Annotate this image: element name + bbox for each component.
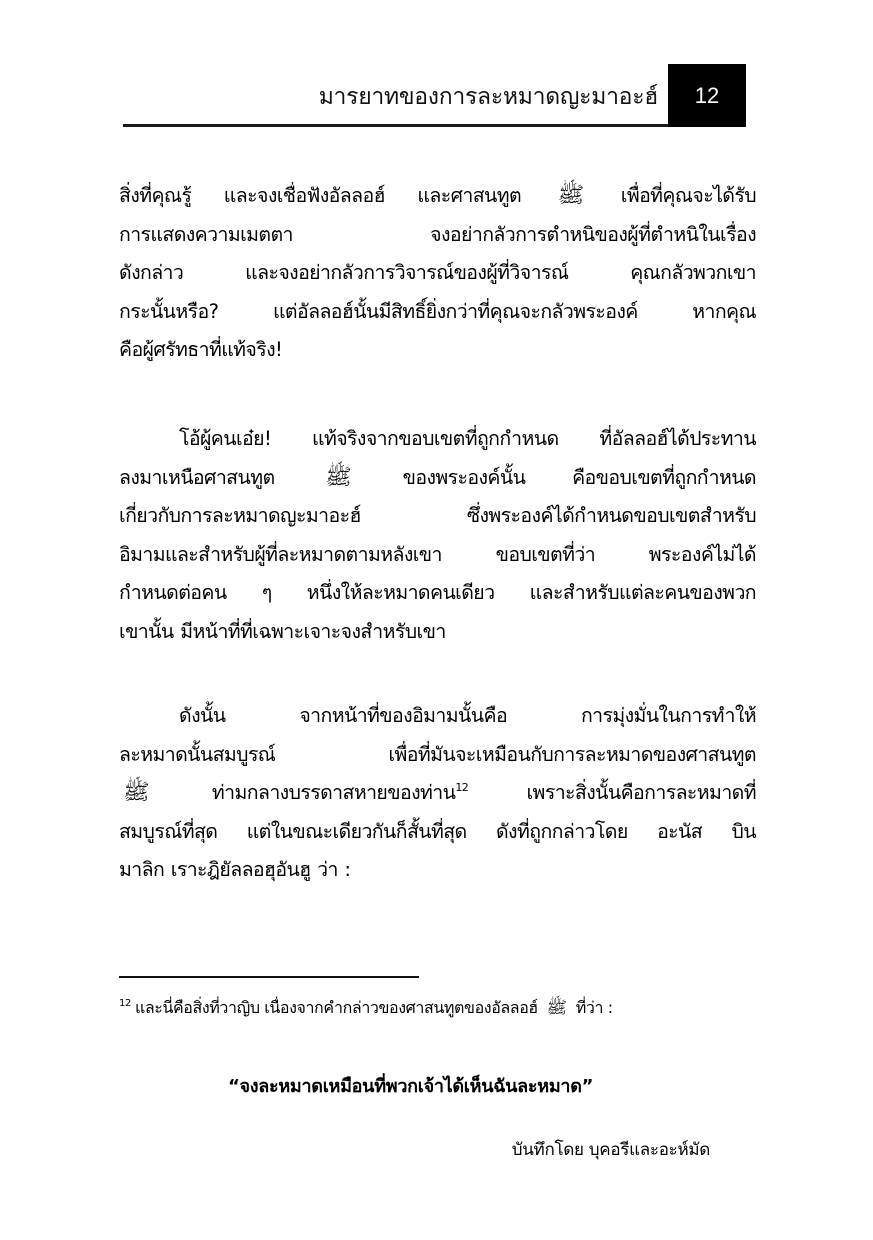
text-line xyxy=(119,774,756,813)
header-rule xyxy=(123,124,671,127)
hadith-quote: “จงละหมาดเหมือนที่พวกเจ้าได้เห็นฉันละหมาด” xyxy=(228,1076,594,1097)
text-line: คือผู้ศรัทธาที่แท้จริง! xyxy=(119,338,283,361)
footnote-text-pre: และนี่คือสิ่งที่วาญิบ เนื่องจากคำกล่าวของศาสนทูตของอัลลอฮ์ xyxy=(134,998,538,1017)
page-number: 12 xyxy=(694,82,720,108)
text-line: มาลิก เราะฎิยัลลอฮุอันฮู ว่า : xyxy=(119,858,351,881)
paragraph-3 xyxy=(119,697,756,890)
text-line: ดังกล่าว และจงอย่ากลัวการวิจารณ์ของผู้ที่วิจารณ์ คุณกลัวพวกเขา xyxy=(119,261,756,284)
text-line: กระนั้นหรือ? แต่อัลลอฮ์นั้นมีสิทธิ์ยิ่งกว่าที่คุณจะกลัวพระองค์ หากคุณ xyxy=(119,299,756,323)
text-segment: เพราะสิ่งนั้นคือการละหมาดที่ xyxy=(468,781,756,804)
text-segment: ของพระองค์นั้น คือขอบเขตที่ถูกกำหนด xyxy=(402,465,756,489)
honorific-pbuh-icon: ﷺ xyxy=(557,183,585,208)
footnote-text-post: ที่ว่า : xyxy=(575,998,613,1017)
text-line: สมบูรณ์ที่สุด แต่ในขณะเดียวกันก็สั้นที่สุด ดังที่ถูกกล่าวโดย อะนัส บิน xyxy=(119,819,756,843)
text-line: การแสดงความเมตตา จงอย่ากลัวการตำหนิของผู้ที่ตำหนิในเรื่อง xyxy=(119,222,756,246)
hadith-attribution: บันทึกโดย บุคอรีและอะห์มัด xyxy=(511,1140,710,1160)
text-segment: สิ่งที่คุณรู้ และจงเชื่อฟังอัลลอฮ์ และศาสนทูต xyxy=(119,184,522,207)
text-segment: ลงมาเหนือศาสนทูต xyxy=(119,465,275,489)
honorific-pbuh-icon: ﷺ xyxy=(325,464,352,490)
footnote-reference[interactable]: 12 xyxy=(455,781,469,794)
text-line: อิมามและสำหรับผู้ที่ละหมาดตามหลังเขา ขอบเขตที่ว่า พระองค์ไม่ได้ xyxy=(119,542,756,566)
text-line: เขานั้น มีหน้าที่ที่เฉพาะเจาะจงสำหรับเขา xyxy=(119,619,446,643)
text-line: โอ้ผู้คนเอ๋ย! แท้จริงจากขอบเขตที่ถูกกำหนด ที่อัลลอฮ์ได้ประทาน xyxy=(179,427,756,450)
footnote-12 xyxy=(119,995,613,1021)
text-line: ละหมาดนั้นสมบูรณ์ เพื่อที่มันจะเหมือนกับการละหมาดของศาสนทูต xyxy=(119,742,756,766)
text-line xyxy=(119,459,756,498)
running-header-title: มารยาทของการละหมาดญะมาอะฮ์ xyxy=(318,84,658,110)
text-line: กำหนดต่อคน ๆ หนึ่งให้ละหมาดคนเดียว และสำหรับแต่ละคนของพวก xyxy=(119,581,756,604)
paragraph-2 xyxy=(119,420,756,651)
footnote-number: 12 xyxy=(119,998,131,1009)
honorific-pbuh-icon: ﷺ xyxy=(123,780,150,805)
text-line xyxy=(119,177,756,216)
text-segment: ท่ามกลางบรรดาสหายของท่าน xyxy=(211,781,456,804)
text-line: ดังนั้น จากหน้าที่ของอิมามนั้นคือ การมุ่งมั่นในการทำให้ xyxy=(179,704,756,727)
page-number-box xyxy=(668,64,746,127)
text-line: เกี่ยวกับการละหมาดญะมาอะฮ์ ซึ่งพระองค์ได้กำหนดขอบเขตสำหรับ xyxy=(119,504,756,527)
honorific-pbuh-icon: ﷺ xyxy=(546,998,568,1018)
paragraph-1 xyxy=(119,177,756,370)
text-segment: เพื่อที่คุณจะได้รับ xyxy=(620,184,756,207)
footnote-separator xyxy=(119,976,419,978)
